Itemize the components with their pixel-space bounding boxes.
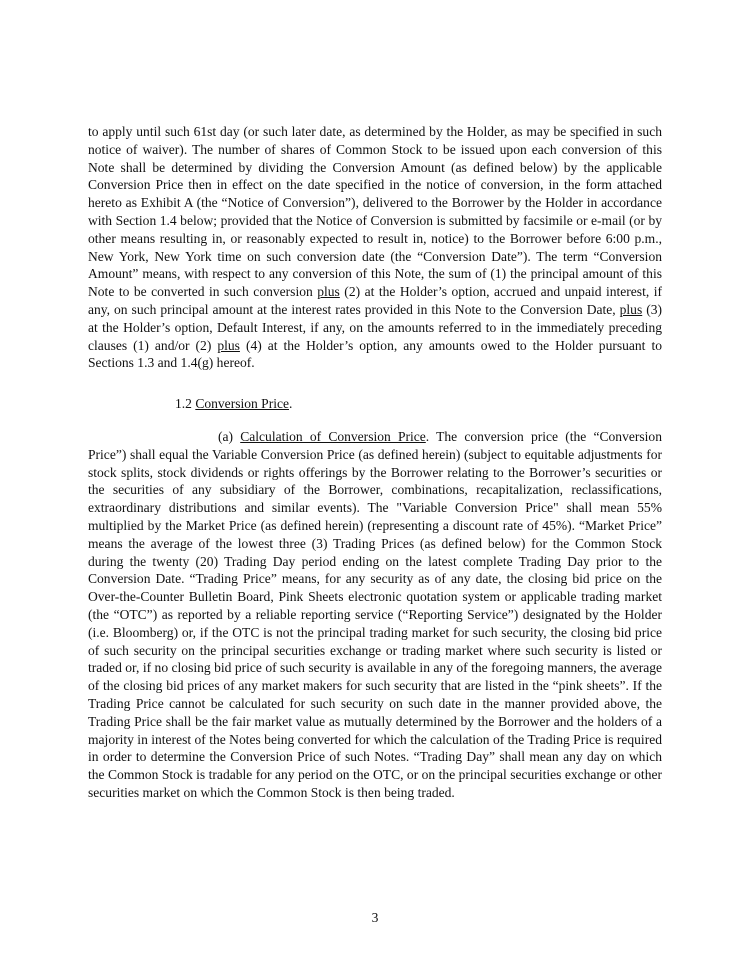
section-heading: [175, 395, 292, 413]
plus-underlined: plus: [619, 301, 643, 317]
paragraph-text: (3) at the Holder’s option, Default Interest, if any, on the amounts referred to in the immediately preceding clauses (1) and/or (2): [88, 301, 663, 353]
page-number: 3: [371, 910, 379, 925]
subsection-label: (a): [218, 429, 241, 444]
paragraph-text: to apply until such 61st day (or such later date, as determined by the Holder, as may be specified in such notice of waiver). The number of shares of Common Stock to be issued upon each conversion of this Note shall be determined by dividing the Conversion Amount (as defined below) by the applicable Conversion Price then in effect on the date specified in the notice of conversion, in the form attached hereto as Exhibit A (the “Notice of Conversion”), delivered to the Borrower by the Holder in accordance with Section 1.4 below; provided that the Notice of Conversion is submitted by facsimile or e-mail (or by other means resulting in, or reasonably expected to result in, notice) to the Borrower before 6:00 p.m., New York, New York time on such conversion date (the “Conversion Date”). The term “Conversion Amount” means, with respect to any conversion of this Note, the sum of (1) the principal amount of this Note to be converted in such conversion: [88, 124, 662, 300]
subsection-title-period: .: [425, 429, 437, 444]
paragraph-conversion-price: [88, 428, 662, 802]
paragraph-text: (4) at the Holder’s option, any amounts owed to the Holder pursuant to Sections 1.3 and 1.4(g) hereof.: [88, 337, 662, 371]
subsection-title: Calculation of Conversion Price: [240, 429, 426, 444]
paragraph-text: The conversion price (the “Conversion Price”) shall equal the Variable Conversion Price (as defined herein) (subject to equitable adjustments for stock splits, stock dividends or rights offerings by the Borrower relating to the Borrower’s securities or the securities of any subsidiary of the Borrower, combinations, recapitalization, reclassifications, extraordinary distributions and similar events). The "Variable Conversion Price" shall mean 55% multiplied by the Market Price (as defined herein) (representing a discount rate of 45%). “Market Price” means the average of the lowest three (3) Trading Prices (as defined below) for the Common Stock during the twenty (20) Trading Day period ending on the latest complete Trading Day prior to the Conversion Date. “Trading Price” means, for any security as of any date, the closing bid price on the Over-the-Counter Bulletin Board, Pink Sheets electronic quotation system or applicable trading market (the “OTC”) as reported by a reliable reporting service (“Reporting Service”) designated by the Holder (i.e. Bloomberg) or, if the OTC is not the principal trading market for such security, the closing bid price of such security on the principal securities exchange or trading market where such security is listed or traded or, if no closing bid price of such security is available in any of the foregoing manners, the average of the closing bid prices of any market makers for such security that are listed in the “pink sheets”. If the Trading Price cannot be calculated for such security on such date in the manner provided above, the Trading Price shall be the fair market value as mutually determined by the Borrower and the holders of a majority in interest of the Notes being converted for which the calculation of the Trading Price is required in order to determine the Conversion Price of such Notes. “Trading Day” shall mean any day on which the Common Stock is tradable for any period on the OTC, or on the principal securities exchange or other securities market on which the Common Stock is then being traded.: [88, 429, 662, 800]
paragraph-conversion-amount: [88, 123, 662, 372]
section-title: Conversion Price: [195, 396, 290, 411]
section-number: 1.2: [175, 396, 196, 411]
plus-underlined: plus: [317, 284, 340, 300]
section-heading-period: .: [289, 396, 293, 411]
plus-underlined: plus: [217, 337, 240, 353]
paragraph-text: (2) at the Holder’s option, accrued and unpaid interest, if any, on such principal amount at the interest rates provided in this Note to the Conversion Date,: [88, 284, 662, 317]
